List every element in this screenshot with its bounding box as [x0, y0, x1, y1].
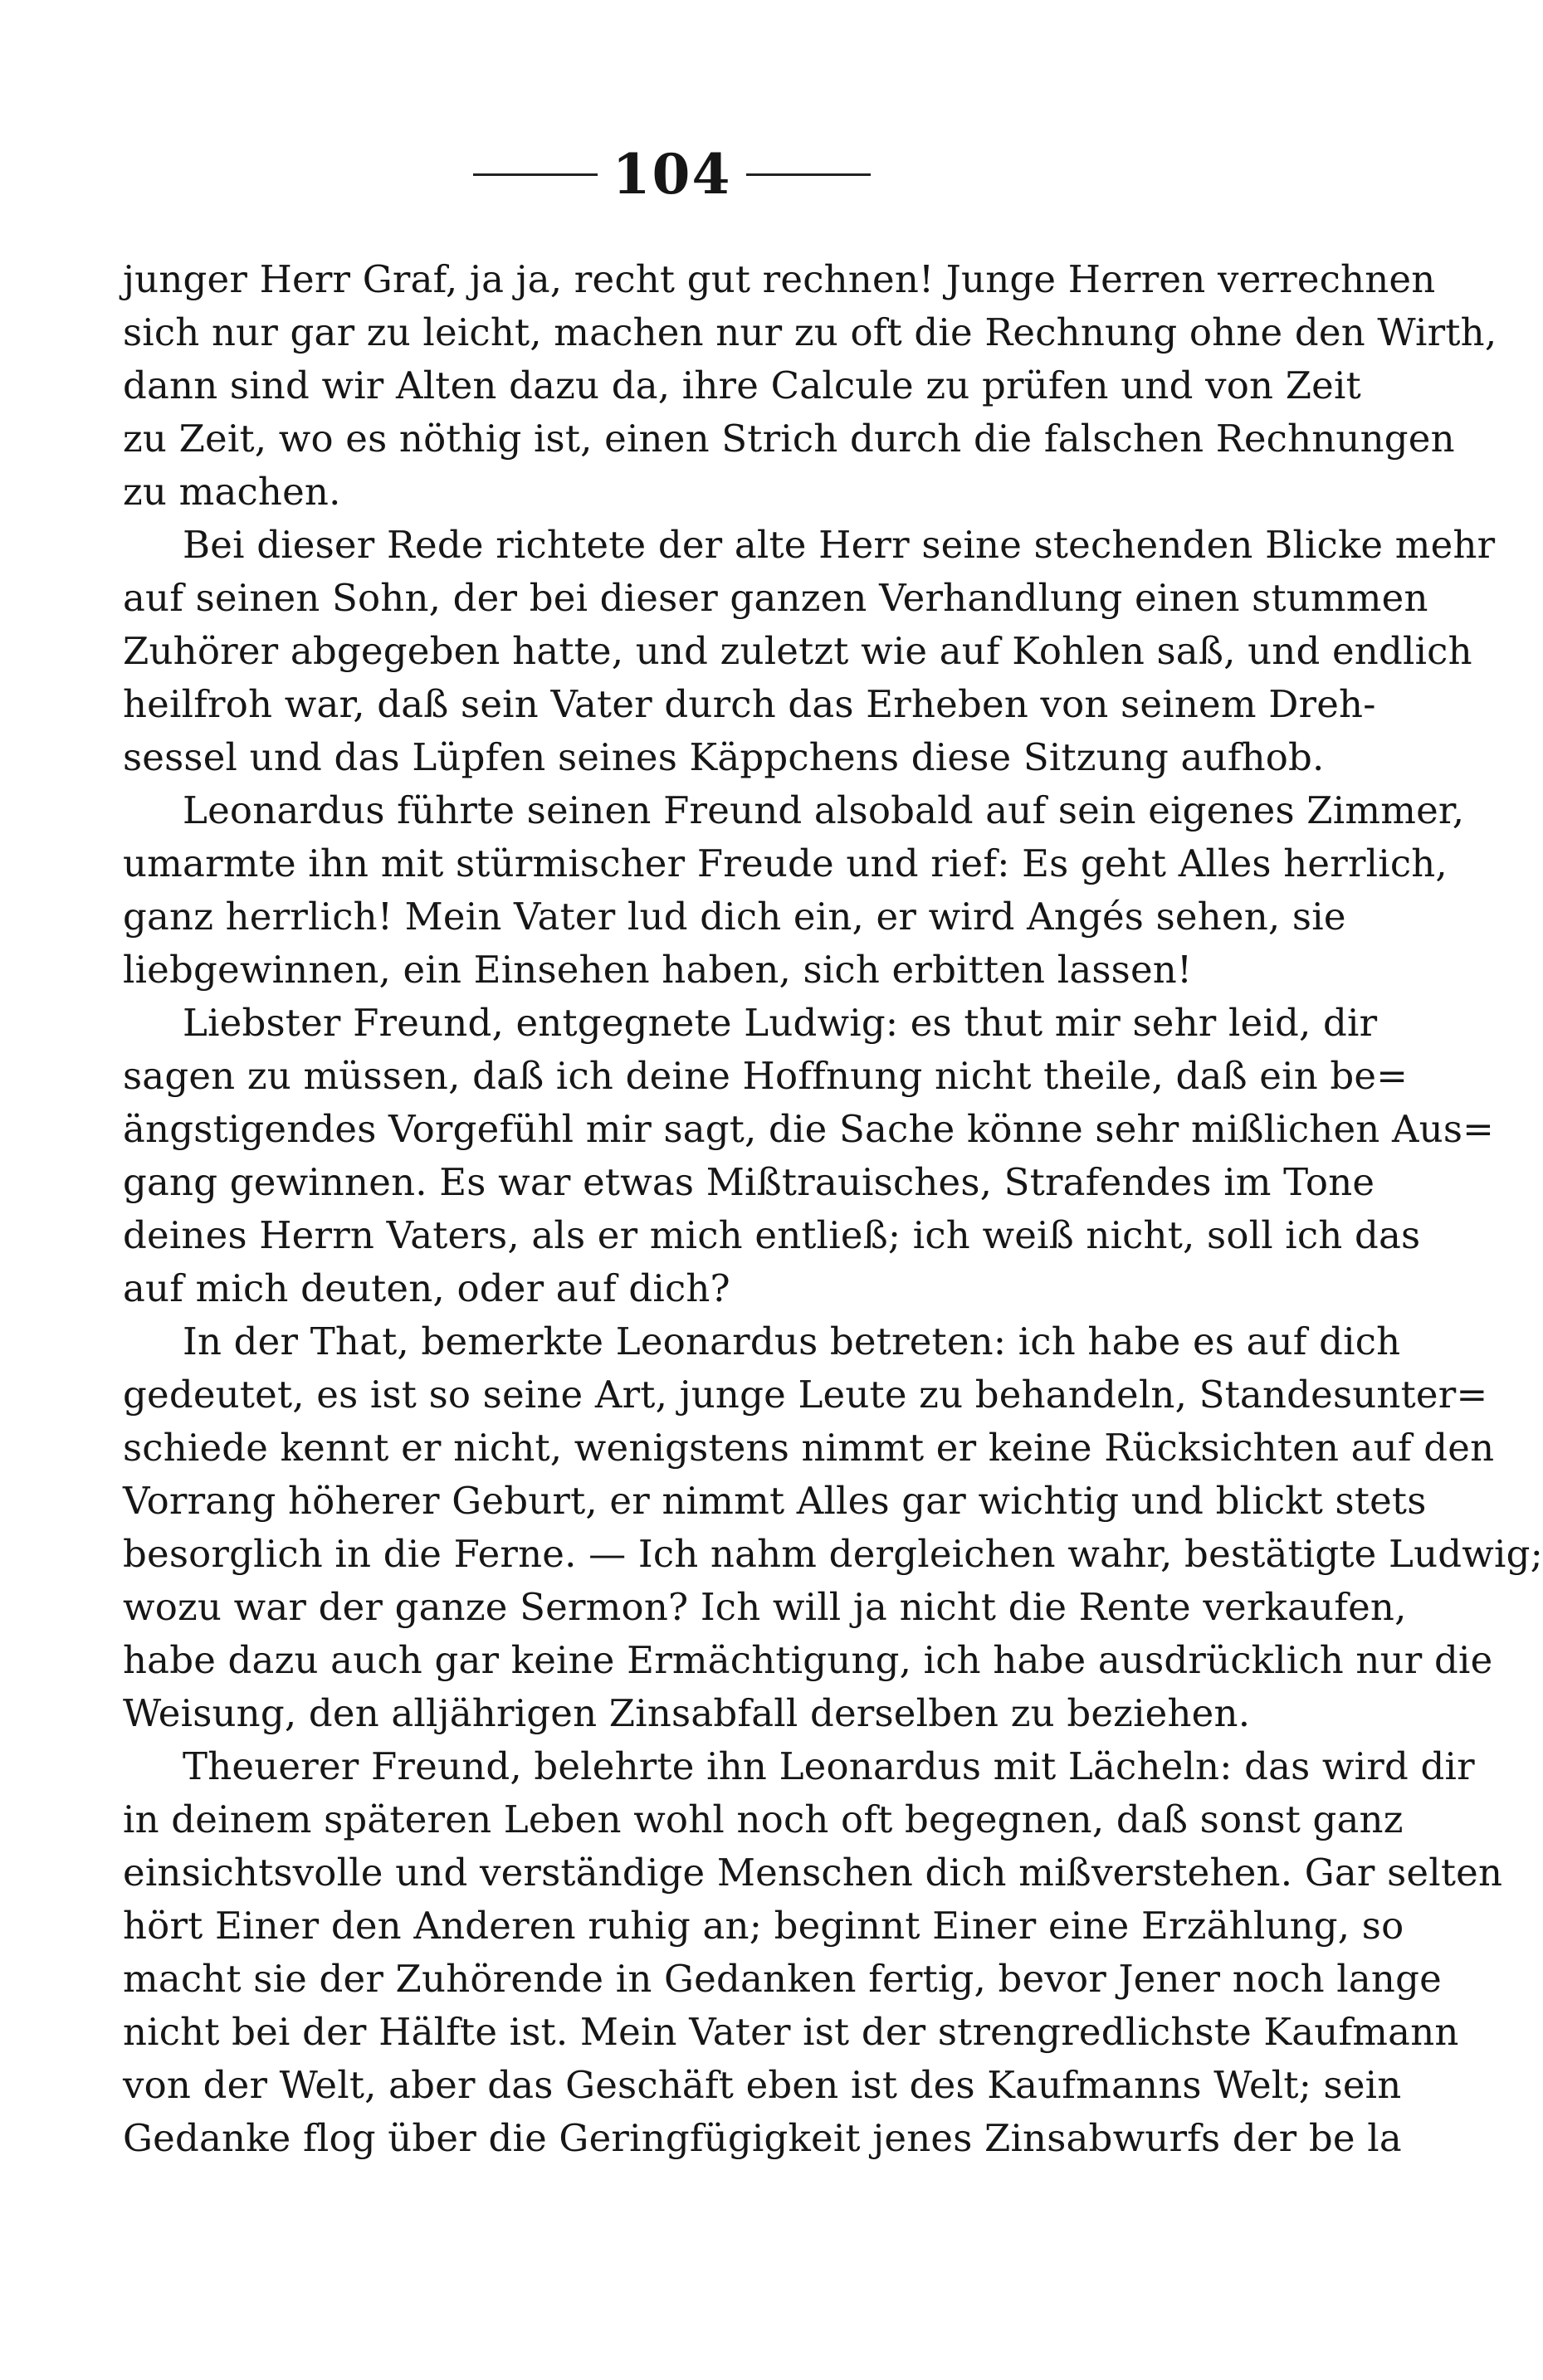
page-number-text: 104 — [612, 142, 732, 207]
text-line: ängstigendes Vorgefühl mir sagt, die Sache könne sehr mißlichen Aus= — [123, 1107, 1495, 1151]
text-line: deines Herrn Vaters, als er mich entließ; ich weiß nicht, soll ich das — [123, 1213, 1421, 1257]
text-line: auf seinen Sohn, der bei dieser ganzen Verhandlung einen stummen — [123, 576, 1428, 620]
text-line: In der That, bemerkte Leonardus betreten: ich habe es auf dich — [183, 1319, 1401, 1363]
text-line: einsichtsvolle und verständige Menschen dich mißverstehen. Gar selten — [123, 1851, 1503, 1895]
text-line: besorglich in die Ferne. — Ich nahm dergleichen wahr, bestätigte Ludwig; — [123, 1532, 1543, 1576]
text-line: von der Welt, aber das Geschäft eben ist des Kaufmanns Welt; sein — [123, 2063, 1402, 2107]
text-line: Gedanke flog über die Geringfügigkeit jenes Zinsabwurfs der be la — [123, 2116, 1402, 2160]
text-line: ganz herrlich! Mein Vater lud dich ein, er wird Angés sehen, sie — [123, 895, 1346, 939]
text-line: macht sie der Zuhörende in Gedanken fertig, bevor Jener noch lange — [123, 1957, 1442, 2001]
left-dash-rule — [473, 173, 598, 176]
text-line: habe dazu auch gar keine Ermächtigung, ich habe ausdrücklich nur die — [123, 1638, 1493, 1682]
text-line: auf mich deuten, oder auf dich? — [123, 1266, 730, 1310]
text-line: umarmte ihn mit stürmischer Freude und rief: Es geht Alles herrlich, — [123, 841, 1448, 885]
text-line: gedeutet, es ist so seine Art, junge Leute zu behandeln, Standesunter= — [123, 1373, 1488, 1417]
text-line: zu machen. — [123, 470, 341, 514]
body-text — [123, 253, 1543, 2165]
text-line: sessel und das Lüpfen seines Käppchens diese Sitzung aufhob. — [123, 735, 1325, 779]
page-number — [0, 141, 1344, 207]
text-line: Vorrang höherer Geburt, er nimmt Alles gar wichtig und blickt stets — [123, 1479, 1427, 1523]
text-line: schiede kennt er nicht, wenigstens nimmt er keine Rücksichten auf den — [123, 1426, 1495, 1470]
text-line: nicht bei der Hälfte ist. Mein Vater ist der strengredlichste Kaufmann — [123, 2010, 1459, 2054]
text-line: in deinem späteren Leben wohl noch oft begegnen, daß sonst ganz — [123, 1797, 1404, 1841]
text-line: Leonardus führte seinen Freund alsobald auf sein eigenes Zimmer, — [183, 788, 1465, 832]
text-line: liebgewinnen, ein Einsehen haben, sich erbitten lassen! — [123, 948, 1193, 992]
text-line: heilfroh war, daß sein Vater durch das Erheben von seinem Dreh- — [123, 682, 1376, 726]
text-line: Liebster Freund, entgegnete Ludwig: es thut mir sehr leid, dir — [183, 1001, 1378, 1045]
text-line: Weisung, den alljährigen Zinsabfall derselben zu beziehen. — [123, 1691, 1251, 1735]
right-dash-rule — [746, 173, 871, 176]
text-line: gang gewinnen. Es war etwas Mißtrauisches, Strafendes im Tone — [123, 1160, 1375, 1204]
text-line: wozu war der ganze Sermon? Ich will ja nicht die Rente verkaufen, — [123, 1585, 1407, 1629]
text-line: sich nur gar zu leicht, machen nur zu oft die Rechnung ohne den Wirth, — [123, 310, 1497, 354]
text-line: junger Herr Graf, ja ja, recht gut rechnen! Junge Herren verrechnen — [123, 257, 1436, 301]
text-line: Bei dieser Rede richtete der alte Herr seine stechenden Blicke mehr — [183, 523, 1496, 567]
text-line: dann sind wir Alten dazu da, ihre Calcule zu prüfen und von Zeit — [123, 363, 1361, 407]
text-line: zu Zeit, wo es nöthig ist, einen Strich durch die falschen Rechnungen — [123, 417, 1455, 461]
text-line: hört Einer den Anderen ruhig an; beginnt Einer eine Erzählung, so — [123, 1904, 1404, 1948]
text-line: sagen zu müssen, daß ich deine Hoffnung nicht theile, daß ein be= — [123, 1054, 1409, 1098]
text-line: Theuerer Freund, belehrte ihn Leonardus mit Lächeln: das wird dir — [183, 1744, 1475, 1788]
text-line: Zuhörer abgegeben hatte, und zuletzt wie auf Kohlen saß, und endlich — [123, 629, 1472, 673]
